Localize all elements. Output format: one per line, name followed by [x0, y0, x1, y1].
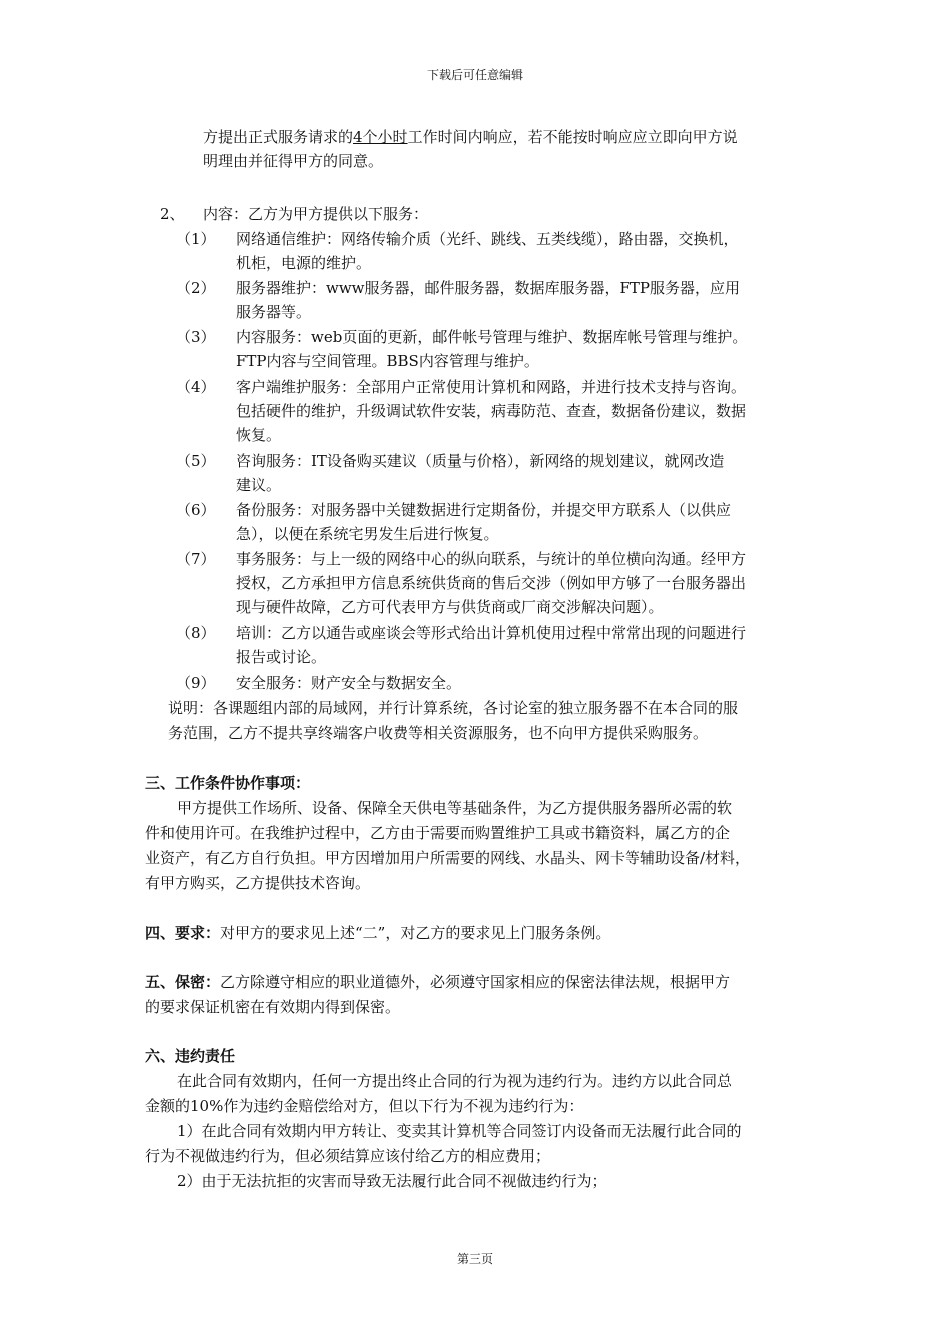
page-footer: 第三页	[456, 1252, 493, 1266]
section-5-title: 五、保密：	[145, 973, 221, 991]
item-4-line-2: 包括硬件的维护，升级调试软件安装，病毒防范、查查，数据备份建议，数据	[236, 402, 747, 420]
section-6-line-2: 金额的10%作为违约金赔偿给对方，但以下行为不视为违约行为：	[145, 1097, 584, 1115]
item-2-line-2: 服务器等。	[236, 303, 312, 321]
item-9-number: （9）	[176, 674, 216, 692]
section-6-line-5: 2）由于无法抗拒的灾害而导致无法履行此合同不视做违约行为；	[177, 1172, 607, 1190]
item-5-line-1: 咨询服务：IT设备购买建议（质量与价格），新网络的规划建议，就网改造	[236, 452, 725, 470]
item-1-number: （1）	[176, 230, 216, 248]
item-1-line-1: 网络通信维护：网络传输介质（光纤、跳线、五类线缆），路由器，交换机，	[236, 230, 739, 248]
section-6-line-4: 行为不视做违约行为，但必须结算应该付给乙方的相应费用；	[145, 1147, 551, 1165]
item-6-line-1: 备份服务：对服务器中关键数据进行定期备份，并提交甲方联系人（以供应	[236, 501, 732, 519]
item-8-line-1: 培训：乙方以通告或座谈会等形式给出计算机使用过程中常常出现的问题进行	[236, 624, 747, 642]
intro-text-b: 工作时间内响应，若不能按时响应应立即向甲方说	[407, 128, 738, 146]
section-5-text-1: 乙方除遵守相应的职业道德外，必须遵守国家相应的保密法律法规，根据甲方	[220, 973, 731, 991]
item-2-number: （2）	[176, 279, 216, 297]
section-6-title: 六、违约责任	[145, 1047, 236, 1065]
note-line-1: 说明：各课题组内部的局域网，并行计算系统，各讨论室的独立服务器不在本合同的服	[168, 699, 739, 717]
item-7-line-3: 现与硬件故障，乙方可代表甲方与供货商或厂商交涉解决问题）。	[236, 598, 664, 616]
item-7-line-2: 授权，乙方承担甲方信息系统供货商的售后交涉（例如甲方够了一台服务器出	[236, 574, 747, 592]
section-2-number: 2、	[160, 205, 185, 223]
section-6-line-1: 在此合同有效期内，任何一方提出终止合同的行为视为违约行为。违约方以此合同总	[177, 1072, 733, 1090]
item-3-line-2: FTP内容与空间管理。BBS内容管理与维护。	[236, 352, 539, 370]
item-8-number: （8）	[176, 624, 216, 642]
item-2-line-1: 服务器维护：www服务器，邮件服务器，数据库服务器，FTP服务器，应用	[236, 279, 741, 297]
section-5-line-2: 的要求保证机密在有效期内得到保密。	[145, 998, 401, 1016]
item-5-line-2: 建议。	[236, 476, 282, 494]
item-6-number: （6）	[176, 501, 216, 519]
item-7-line-1: 事务服务：与上一级的网络中心的纵向联系，与统计的单位横向沟通。经甲方	[236, 550, 747, 568]
section-4-title: 四、要求：	[145, 924, 221, 942]
intro-text-a: 方提出正式服务请求的	[203, 128, 354, 146]
item-4-line-3: 恢复。	[236, 426, 282, 444]
section-5-line-1	[145, 971, 730, 993]
note-line-2: 务范围，乙方不提共享终端客户收费等相关资源服务，也不向甲方提供采购服务。	[168, 724, 709, 742]
item-3-number: （3）	[176, 328, 216, 346]
item-7-number: （7）	[176, 550, 216, 568]
intro-line-2: 明理由并征得甲方的同意。	[203, 152, 384, 170]
page-header: 下载后可任意编辑	[426, 68, 523, 82]
section-3-line-4: 有甲方购买，乙方提供技术咨询。	[145, 874, 371, 892]
item-4-number: （4）	[176, 378, 216, 396]
item-6-line-2: 急），以便在系统宅男发生后进行恢复。	[236, 525, 499, 543]
section-3-line-1: 甲方提供工作场所、设备、保障全天供电等基础条件，为乙方提供服务器所必需的软	[177, 799, 733, 817]
item-9-line-1: 安全服务：财产安全与数据安全。	[236, 674, 462, 692]
section-3-title: 三、工作条件协作事项：	[145, 774, 311, 792]
section-6-line-3: 1）在此合同有效期内甲方转让、变卖其计算机等合同签订内设备而无法履行此合同的	[177, 1122, 742, 1140]
section-4-line	[145, 922, 610, 944]
section-3-line-3: 业资产，有乙方自行负担。甲方因增加用户所需要的网线、水晶头、网卡等辅助设备/材料，	[145, 849, 751, 867]
item-8-line-2: 报告或讨论。	[236, 648, 327, 666]
section-4-text: 对甲方的要求见上述“二”，对乙方的要求见上门服务条例。	[220, 924, 611, 942]
item-3-line-1: 内容服务：web页面的更新，邮件帐号管理与维护、数据库帐号管理与维护。	[236, 328, 748, 346]
item-4-line-1: 客户端维护服务：全部用户正常使用计算机和网路，并进行技术支持与咨询。	[236, 378, 747, 396]
intro-underlined-hours: 4个小时	[353, 128, 408, 146]
item-1-line-2: 机柜，电源的维护。	[236, 254, 372, 272]
section-3-line-2: 件和使用许可。在我维护过程中，乙方由于需要而购置维护工具或书籍资料，属乙方的企	[145, 824, 731, 842]
section-2-title: 内容：乙方为甲方提供以下服务：	[203, 205, 429, 223]
intro-line-1	[203, 126, 738, 148]
item-5-number: （5）	[176, 452, 216, 470]
